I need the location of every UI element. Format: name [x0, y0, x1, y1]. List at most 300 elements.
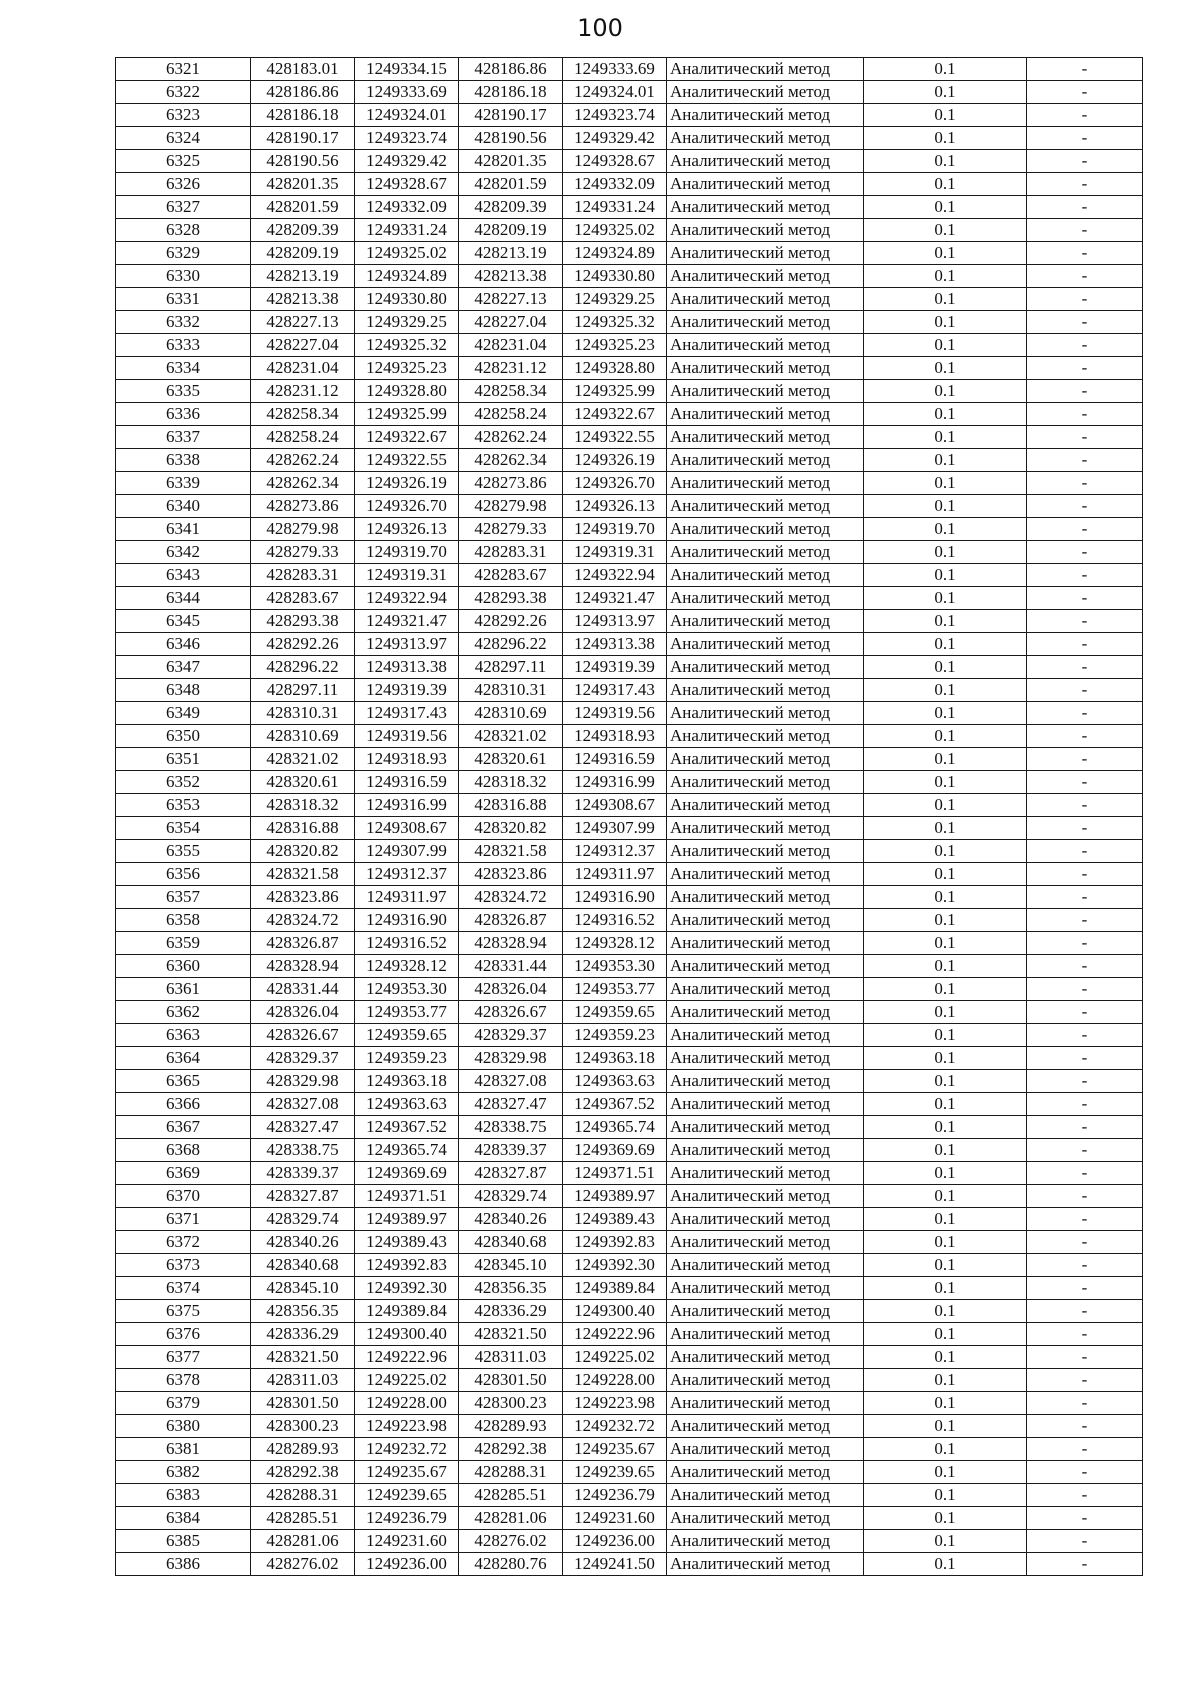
method-cell: Аналитический метод [667, 909, 864, 932]
x-end-cell: 428318.32 [459, 771, 563, 794]
accuracy-cell: 0.1 [864, 748, 1027, 771]
table-row [116, 357, 1143, 380]
x-start-cell: 428300.23 [251, 1415, 355, 1438]
accuracy-cell: 0.1 [864, 702, 1027, 725]
note-cell: - [1027, 1553, 1143, 1576]
note-cell: - [1027, 449, 1143, 472]
note-cell: - [1027, 932, 1143, 955]
note-cell: - [1027, 219, 1143, 242]
x-end-cell: 428186.86 [459, 58, 563, 81]
table-row [116, 1461, 1143, 1484]
note-cell: - [1027, 978, 1143, 1001]
point-number-cell: 6374 [116, 1277, 251, 1300]
x-end-cell: 428288.31 [459, 1461, 563, 1484]
y-start-cell: 1249359.65 [355, 1024, 459, 1047]
y-end-cell: 1249223.98 [563, 1392, 667, 1415]
x-end-cell: 428262.24 [459, 426, 563, 449]
x-start-cell: 428213.19 [251, 265, 355, 288]
y-start-cell: 1249307.99 [355, 840, 459, 863]
accuracy-cell: 0.1 [864, 1507, 1027, 1530]
point-number-cell: 6367 [116, 1116, 251, 1139]
x-start-cell: 428327.08 [251, 1093, 355, 1116]
x-end-cell: 428327.47 [459, 1093, 563, 1116]
y-end-cell: 1249392.30 [563, 1254, 667, 1277]
y-end-cell: 1249231.60 [563, 1507, 667, 1530]
method-cell: Аналитический метод [667, 564, 864, 587]
accuracy-cell: 0.1 [864, 955, 1027, 978]
x-end-cell: 428320.82 [459, 817, 563, 840]
y-end-cell: 1249325.32 [563, 311, 667, 334]
x-end-cell: 428321.02 [459, 725, 563, 748]
y-end-cell: 1249371.51 [563, 1162, 667, 1185]
note-cell: - [1027, 58, 1143, 81]
y-start-cell: 1249316.99 [355, 794, 459, 817]
y-start-cell: 1249328.12 [355, 955, 459, 978]
accuracy-cell: 0.1 [864, 771, 1027, 794]
point-number-cell: 6360 [116, 955, 251, 978]
y-start-cell: 1249324.01 [355, 104, 459, 127]
point-number-cell: 6329 [116, 242, 251, 265]
table-row [116, 794, 1143, 817]
table-row [116, 840, 1143, 863]
y-start-cell: 1249300.40 [355, 1323, 459, 1346]
table-row [116, 656, 1143, 679]
point-number-cell: 6349 [116, 702, 251, 725]
point-number-cell: 6380 [116, 1415, 251, 1438]
note-cell: - [1027, 1438, 1143, 1461]
accuracy-cell: 0.1 [864, 357, 1027, 380]
point-number-cell: 6341 [116, 518, 251, 541]
table-row [116, 1162, 1143, 1185]
y-start-cell: 1249231.60 [355, 1530, 459, 1553]
x-start-cell: 428279.98 [251, 518, 355, 541]
accuracy-cell: 0.1 [864, 495, 1027, 518]
point-number-cell: 6359 [116, 932, 251, 955]
method-cell: Аналитический метод [667, 380, 864, 403]
x-start-cell: 428296.22 [251, 656, 355, 679]
table-row [116, 150, 1143, 173]
point-number-cell: 6346 [116, 633, 251, 656]
note-cell: - [1027, 541, 1143, 564]
y-start-cell: 1249369.69 [355, 1162, 459, 1185]
accuracy-cell: 0.1 [864, 1208, 1027, 1231]
method-cell: Аналитический метод [667, 978, 864, 1001]
method-cell: Аналитический метод [667, 656, 864, 679]
table-row [116, 702, 1143, 725]
method-cell: Аналитический метод [667, 81, 864, 104]
table-row [116, 1323, 1143, 1346]
table-row [116, 334, 1143, 357]
method-cell: Аналитический метод [667, 1185, 864, 1208]
x-end-cell: 428281.06 [459, 1507, 563, 1530]
y-start-cell: 1249325.02 [355, 242, 459, 265]
y-end-cell: 1249322.55 [563, 426, 667, 449]
x-end-cell: 428289.93 [459, 1415, 563, 1438]
x-start-cell: 428285.51 [251, 1507, 355, 1530]
method-cell: Аналитический метод [667, 886, 864, 909]
note-cell: - [1027, 1024, 1143, 1047]
y-end-cell: 1249316.52 [563, 909, 667, 932]
x-end-cell: 428213.19 [459, 242, 563, 265]
table-row [116, 1438, 1143, 1461]
x-start-cell: 428340.68 [251, 1254, 355, 1277]
y-end-cell: 1249353.30 [563, 955, 667, 978]
y-start-cell: 1249228.00 [355, 1392, 459, 1415]
note-cell: - [1027, 1116, 1143, 1139]
y-end-cell: 1249232.72 [563, 1415, 667, 1438]
y-end-cell: 1249359.23 [563, 1024, 667, 1047]
accuracy-cell: 0.1 [864, 127, 1027, 150]
accuracy-cell: 0.1 [864, 633, 1027, 656]
note-cell: - [1027, 173, 1143, 196]
note-cell: - [1027, 518, 1143, 541]
x-end-cell: 428231.12 [459, 357, 563, 380]
note-cell: - [1027, 1001, 1143, 1024]
note-cell: - [1027, 380, 1143, 403]
x-start-cell: 428276.02 [251, 1553, 355, 1576]
table-row [116, 426, 1143, 449]
x-end-cell: 428283.31 [459, 541, 563, 564]
note-cell: - [1027, 127, 1143, 150]
y-end-cell: 1249241.50 [563, 1553, 667, 1576]
note-cell: - [1027, 1208, 1143, 1231]
x-end-cell: 428340.26 [459, 1208, 563, 1231]
y-end-cell: 1249332.09 [563, 173, 667, 196]
x-end-cell: 428209.19 [459, 219, 563, 242]
method-cell: Аналитический метод [667, 1277, 864, 1300]
x-end-cell: 428186.18 [459, 81, 563, 104]
note-cell: - [1027, 610, 1143, 633]
table-row [116, 1001, 1143, 1024]
accuracy-cell: 0.1 [864, 978, 1027, 1001]
x-start-cell: 428201.35 [251, 173, 355, 196]
y-start-cell: 1249326.70 [355, 495, 459, 518]
accuracy-cell: 0.1 [864, 1553, 1027, 1576]
method-cell: Аналитический метод [667, 403, 864, 426]
point-number-cell: 6354 [116, 817, 251, 840]
y-end-cell: 1249300.40 [563, 1300, 667, 1323]
table-row [116, 173, 1143, 196]
accuracy-cell: 0.1 [864, 1346, 1027, 1369]
y-start-cell: 1249236.79 [355, 1507, 459, 1530]
y-end-cell: 1249319.56 [563, 702, 667, 725]
note-cell: - [1027, 265, 1143, 288]
x-end-cell: 428321.50 [459, 1323, 563, 1346]
method-cell: Аналитический метод [667, 311, 864, 334]
method-cell: Аналитический метод [667, 1047, 864, 1070]
x-end-cell: 428300.23 [459, 1392, 563, 1415]
note-cell: - [1027, 1484, 1143, 1507]
x-end-cell: 428279.98 [459, 495, 563, 518]
point-number-cell: 6327 [116, 196, 251, 219]
table-row [116, 1254, 1143, 1277]
method-cell: Аналитический метод [667, 1530, 864, 1553]
accuracy-cell: 0.1 [864, 265, 1027, 288]
x-start-cell: 428186.18 [251, 104, 355, 127]
method-cell: Аналитический метод [667, 794, 864, 817]
method-cell: Аналитический метод [667, 1093, 864, 1116]
y-start-cell: 1249308.67 [355, 817, 459, 840]
y-start-cell: 1249318.93 [355, 748, 459, 771]
x-start-cell: 428190.17 [251, 127, 355, 150]
note-cell: - [1027, 794, 1143, 817]
y-end-cell: 1249316.99 [563, 771, 667, 794]
accuracy-cell: 0.1 [864, 196, 1027, 219]
x-end-cell: 428280.76 [459, 1553, 563, 1576]
x-end-cell: 428356.35 [459, 1277, 563, 1300]
note-cell: - [1027, 242, 1143, 265]
point-number-cell: 6352 [116, 771, 251, 794]
point-number-cell: 6323 [116, 104, 251, 127]
point-number-cell: 6368 [116, 1139, 251, 1162]
x-end-cell: 428209.39 [459, 196, 563, 219]
y-start-cell: 1249316.52 [355, 932, 459, 955]
point-number-cell: 6326 [116, 173, 251, 196]
point-number-cell: 6375 [116, 1300, 251, 1323]
x-start-cell: 428316.88 [251, 817, 355, 840]
y-end-cell: 1249235.67 [563, 1438, 667, 1461]
y-end-cell: 1249316.59 [563, 748, 667, 771]
y-end-cell: 1249325.02 [563, 219, 667, 242]
method-cell: Аналитический метод [667, 610, 864, 633]
x-start-cell: 428301.50 [251, 1392, 355, 1415]
y-start-cell: 1249389.43 [355, 1231, 459, 1254]
table-row [116, 1116, 1143, 1139]
note-cell: - [1027, 1392, 1143, 1415]
table-row [116, 219, 1143, 242]
x-start-cell: 428327.47 [251, 1116, 355, 1139]
note-cell: - [1027, 150, 1143, 173]
accuracy-cell: 0.1 [864, 932, 1027, 955]
method-cell: Аналитический метод [667, 196, 864, 219]
accuracy-cell: 0.1 [864, 1024, 1027, 1047]
accuracy-cell: 0.1 [864, 1093, 1027, 1116]
method-cell: Аналитический метод [667, 817, 864, 840]
page-number: 100 [577, 14, 623, 42]
y-start-cell: 1249239.65 [355, 1484, 459, 1507]
coordinates-table [115, 57, 1143, 1576]
note-cell: - [1027, 334, 1143, 357]
x-start-cell: 428279.33 [251, 541, 355, 564]
method-cell: Аналитический метод [667, 58, 864, 81]
table-row [116, 403, 1143, 426]
table-row [116, 1047, 1143, 1070]
point-number-cell: 6321 [116, 58, 251, 81]
x-start-cell: 428292.38 [251, 1461, 355, 1484]
x-end-cell: 428227.13 [459, 288, 563, 311]
x-start-cell: 428326.67 [251, 1024, 355, 1047]
y-end-cell: 1249236.79 [563, 1484, 667, 1507]
method-cell: Аналитический метод [667, 1254, 864, 1277]
x-start-cell: 428209.19 [251, 242, 355, 265]
y-end-cell: 1249367.52 [563, 1093, 667, 1116]
point-number-cell: 6325 [116, 150, 251, 173]
y-start-cell: 1249330.80 [355, 288, 459, 311]
table-row [116, 679, 1143, 702]
point-number-cell: 6350 [116, 725, 251, 748]
x-end-cell: 428340.68 [459, 1231, 563, 1254]
y-end-cell: 1249326.19 [563, 449, 667, 472]
point-number-cell: 6385 [116, 1530, 251, 1553]
x-start-cell: 428324.72 [251, 909, 355, 932]
x-end-cell: 428328.94 [459, 932, 563, 955]
y-end-cell: 1249363.63 [563, 1070, 667, 1093]
note-cell: - [1027, 656, 1143, 679]
accuracy-cell: 0.1 [864, 1001, 1027, 1024]
y-end-cell: 1249321.47 [563, 587, 667, 610]
x-start-cell: 428293.38 [251, 610, 355, 633]
accuracy-cell: 0.1 [864, 288, 1027, 311]
point-number-cell: 6379 [116, 1392, 251, 1415]
y-start-cell: 1249371.51 [355, 1185, 459, 1208]
x-start-cell: 428258.24 [251, 426, 355, 449]
note-cell: - [1027, 1093, 1143, 1116]
accuracy-cell: 0.1 [864, 1484, 1027, 1507]
y-start-cell: 1249323.74 [355, 127, 459, 150]
note-cell: - [1027, 1139, 1143, 1162]
y-start-cell: 1249325.32 [355, 334, 459, 357]
note-cell: - [1027, 1530, 1143, 1553]
point-number-cell: 6372 [116, 1231, 251, 1254]
x-start-cell: 428310.31 [251, 702, 355, 725]
x-start-cell: 428231.04 [251, 357, 355, 380]
y-start-cell: 1249316.59 [355, 771, 459, 794]
accuracy-cell: 0.1 [864, 725, 1027, 748]
table-row [116, 564, 1143, 587]
accuracy-cell: 0.1 [864, 656, 1027, 679]
x-start-cell: 428318.32 [251, 794, 355, 817]
table-row [116, 1139, 1143, 1162]
x-start-cell: 428320.82 [251, 840, 355, 863]
point-number-cell: 6339 [116, 472, 251, 495]
y-end-cell: 1249316.90 [563, 886, 667, 909]
x-start-cell: 428190.56 [251, 150, 355, 173]
accuracy-cell: 0.1 [864, 334, 1027, 357]
y-start-cell: 1249392.83 [355, 1254, 459, 1277]
y-end-cell: 1249225.02 [563, 1346, 667, 1369]
point-number-cell: 6377 [116, 1346, 251, 1369]
table-row [116, 495, 1143, 518]
table-row [116, 886, 1143, 909]
x-start-cell: 428321.58 [251, 863, 355, 886]
y-start-cell: 1249333.69 [355, 81, 459, 104]
point-number-cell: 6357 [116, 886, 251, 909]
x-start-cell: 428310.69 [251, 725, 355, 748]
y-end-cell: 1249328.80 [563, 357, 667, 380]
table-row [116, 104, 1143, 127]
x-end-cell: 428329.74 [459, 1185, 563, 1208]
accuracy-cell: 0.1 [864, 587, 1027, 610]
table-row [116, 1277, 1143, 1300]
note-cell: - [1027, 1507, 1143, 1530]
method-cell: Аналитический метод [667, 127, 864, 150]
x-start-cell: 428186.86 [251, 81, 355, 104]
point-number-cell: 6348 [116, 679, 251, 702]
note-cell: - [1027, 725, 1143, 748]
note-cell: - [1027, 357, 1143, 380]
table-row [116, 932, 1143, 955]
x-end-cell: 428258.24 [459, 403, 563, 426]
note-cell: - [1027, 1047, 1143, 1070]
point-number-cell: 6365 [116, 1070, 251, 1093]
accuracy-cell: 0.1 [864, 794, 1027, 817]
method-cell: Аналитический метод [667, 1415, 864, 1438]
table-row [116, 127, 1143, 150]
method-cell: Аналитический метод [667, 449, 864, 472]
method-cell: Аналитический метод [667, 955, 864, 978]
y-end-cell: 1249319.31 [563, 541, 667, 564]
note-cell: - [1027, 472, 1143, 495]
method-cell: Аналитический метод [667, 242, 864, 265]
accuracy-cell: 0.1 [864, 1231, 1027, 1254]
table-body [116, 58, 1143, 1576]
accuracy-cell: 0.1 [864, 886, 1027, 909]
note-cell: - [1027, 1254, 1143, 1277]
note-cell: - [1027, 81, 1143, 104]
x-start-cell: 428331.44 [251, 978, 355, 1001]
x-end-cell: 428331.44 [459, 955, 563, 978]
x-end-cell: 428285.51 [459, 1484, 563, 1507]
y-end-cell: 1249312.37 [563, 840, 667, 863]
x-start-cell: 428231.12 [251, 380, 355, 403]
method-cell: Аналитический метод [667, 1300, 864, 1323]
y-start-cell: 1249326.19 [355, 472, 459, 495]
note-cell: - [1027, 955, 1143, 978]
table-row [116, 1346, 1143, 1369]
point-number-cell: 6338 [116, 449, 251, 472]
x-end-cell: 428262.34 [459, 449, 563, 472]
point-number-cell: 6362 [116, 1001, 251, 1024]
method-cell: Аналитический метод [667, 633, 864, 656]
table-row [116, 288, 1143, 311]
accuracy-cell: 0.1 [864, 541, 1027, 564]
y-start-cell: 1249353.30 [355, 978, 459, 1001]
y-start-cell: 1249325.23 [355, 357, 459, 380]
table-row [116, 1231, 1143, 1254]
y-end-cell: 1249329.42 [563, 127, 667, 150]
accuracy-cell: 0.1 [864, 840, 1027, 863]
method-cell: Аналитический метод [667, 104, 864, 127]
y-start-cell: 1249317.43 [355, 702, 459, 725]
y-end-cell: 1249331.24 [563, 196, 667, 219]
point-number-cell: 6376 [116, 1323, 251, 1346]
accuracy-cell: 0.1 [864, 1392, 1027, 1415]
accuracy-cell: 0.1 [864, 380, 1027, 403]
x-end-cell: 428293.38 [459, 587, 563, 610]
x-end-cell: 428329.98 [459, 1047, 563, 1070]
table-row [116, 978, 1143, 1001]
x-start-cell: 428323.86 [251, 886, 355, 909]
y-end-cell: 1249222.96 [563, 1323, 667, 1346]
x-end-cell: 428327.08 [459, 1070, 563, 1093]
table-row [116, 909, 1143, 932]
method-cell: Аналитический метод [667, 1507, 864, 1530]
table-row [116, 748, 1143, 771]
x-end-cell: 428324.72 [459, 886, 563, 909]
accuracy-cell: 0.1 [864, 863, 1027, 886]
y-start-cell: 1249316.90 [355, 909, 459, 932]
point-number-cell: 6358 [116, 909, 251, 932]
note-cell: - [1027, 817, 1143, 840]
point-number-cell: 6353 [116, 794, 251, 817]
table-row [116, 1553, 1143, 1576]
table-row [116, 242, 1143, 265]
point-number-cell: 6383 [116, 1484, 251, 1507]
accuracy-cell: 0.1 [864, 1369, 1027, 1392]
method-cell: Аналитический метод [667, 725, 864, 748]
table-row [116, 1208, 1143, 1231]
note-cell: - [1027, 886, 1143, 909]
